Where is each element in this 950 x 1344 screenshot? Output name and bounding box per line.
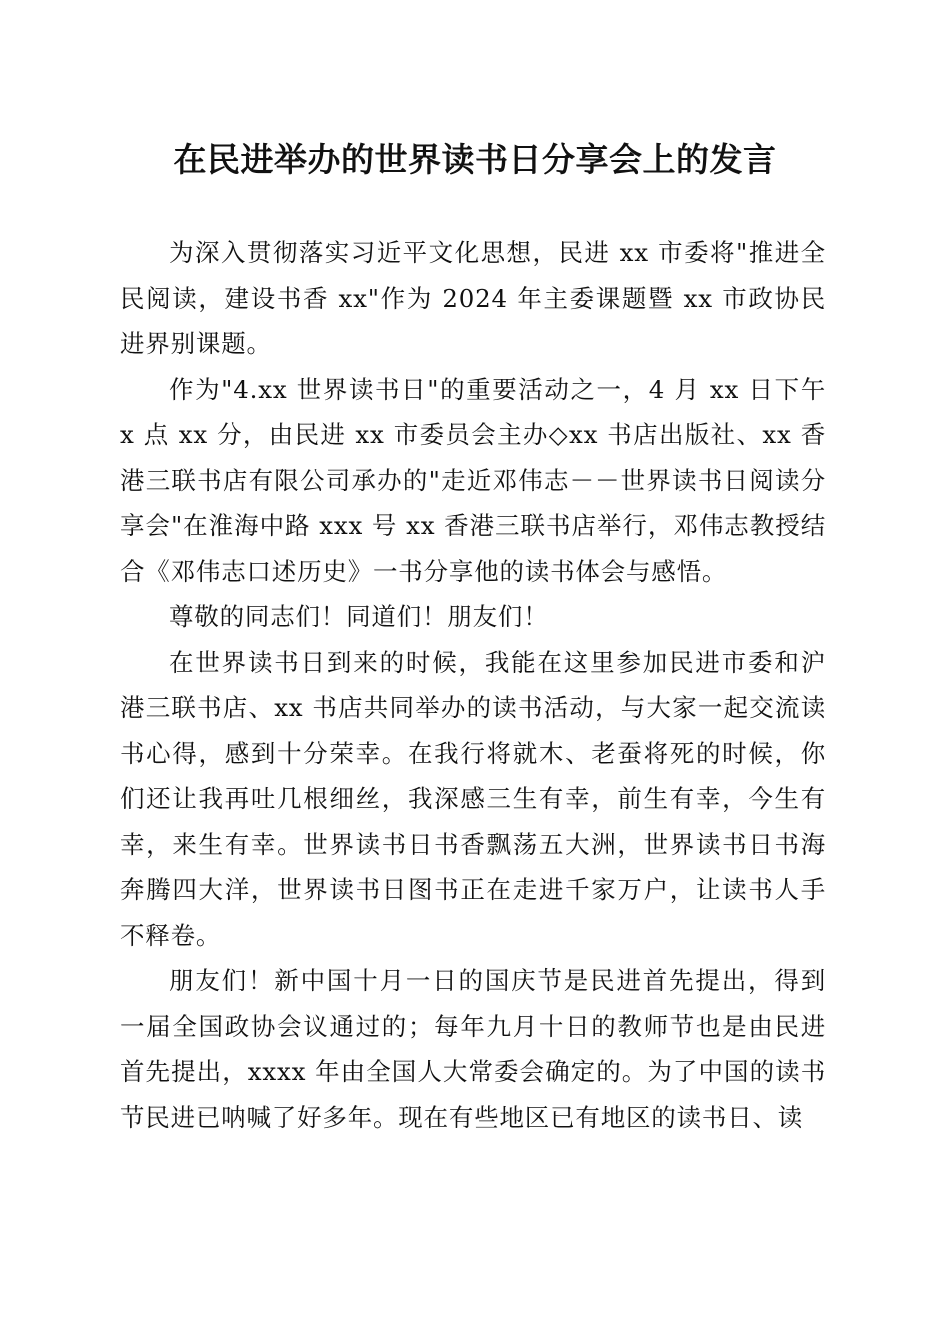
paragraph-event: 作为"4.xx 世界读书日"的重要活动之一，4 月 xx 日下午 x 点 xx 分，由民进 xx 市委员会主办◇xx 书店出版社、xx 香港三联书店有限公司承办的"走近邓伟志－－世界读书日阅读分享会"在淮海中路 xxx 号 xx 香港三联书店举行，邓伟志教授结合《邓伟志口述历史》一书分享他的读书体会与感悟。 bbox=[120, 374, 826, 586]
paragraph-reading-day: 在世界读书日到来的时候，我能在这里参加民进市委和沪港三联书店、xx 书店共同举办的读书活动，与大家一起交流读书心得，感到十分荣幸。在我行将就木、老蚕将死的时候，你们还让我再吐几根细丝，我深感三生有幸，前生有幸，今生有幸，来生有幸。世界读书日书香飘荡五大洲，世界读书日书海奔腾四大洋，世界读书日图书正在走进千家万户，让读书人手不释卷。 bbox=[120, 647, 826, 950]
document-title: 在民进举办的世界读书日分享会上的发言 bbox=[173, 140, 777, 179]
document-body bbox=[120, 230, 826, 1140]
paragraph-friends: 朋友们！新中国十月一日的国庆节是民进首先提出，得到一届全国政协会议通过的；每年九月十日的教师节也是由民进首先提出，xxxx 年由全国人大常委会确定的。为了中国的读书节民进已呐喊了好多年。现在有些地区已有地区的读书日、读 bbox=[120, 966, 826, 1132]
paragraph-greeting: 尊敬的同志们！同道们！朋友们！ bbox=[169, 602, 549, 631]
paragraph-intro: 为深入贯彻落实习近平文化思想，民进 xx 市委将"推进全民阅读，建设书香 xx"作为 2024 年主委课题暨 xx 市政协民进界别课题。 bbox=[120, 238, 826, 358]
